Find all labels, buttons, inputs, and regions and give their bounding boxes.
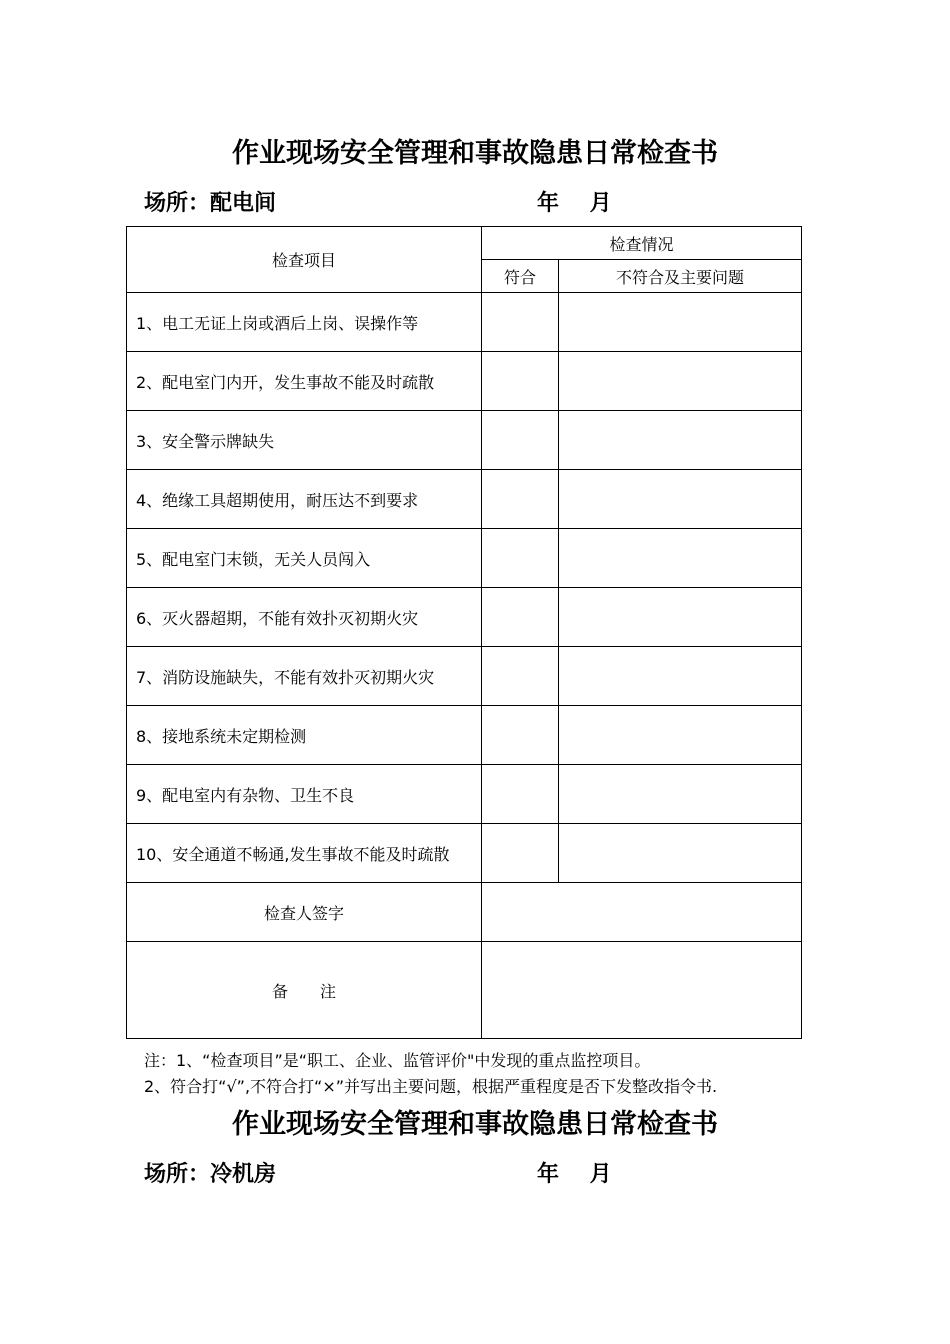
- compliant-cell[interactable]: [482, 588, 559, 647]
- issue-cell[interactable]: [559, 470, 802, 529]
- date-label: 年 月: [537, 191, 612, 216]
- header-compliant: 符合: [482, 260, 559, 293]
- date-label-2: 年 月: [537, 1162, 612, 1187]
- header-item: 检查项目: [127, 227, 482, 293]
- issue-cell[interactable]: [559, 293, 802, 352]
- check-item: 7、消防设施缺失，不能有效扑灭初期火灾: [127, 647, 482, 706]
- compliant-cell[interactable]: [482, 470, 559, 529]
- note-line-1: 注：1、“检查项目”是“职工、企业、监管评价"中发现的重点监控项目。: [144, 1051, 651, 1070]
- location-label: 场所：配电间: [144, 191, 277, 216]
- location-line: [144, 186, 612, 217]
- compliant-cell[interactable]: [482, 529, 559, 588]
- form-title: 作业现场安全管理和事故隐患日常检查书: [232, 138, 718, 169]
- compliant-cell[interactable]: [482, 411, 559, 470]
- location-label-2: 场所：冷机房: [144, 1162, 277, 1187]
- check-item: 6、灭火器超期，不能有效扑灭初期火灾: [127, 588, 482, 647]
- check-item: 4、绝缘工具超期使用，耐压达不到要求: [127, 470, 482, 529]
- compliant-cell[interactable]: [482, 824, 559, 883]
- check-item: 8、接地系统未定期检测: [127, 706, 482, 765]
- header-status-group: 检查情况: [482, 227, 802, 260]
- remarks-label: 备 注: [127, 942, 482, 1039]
- compliant-cell[interactable]: [482, 352, 559, 411]
- issue-cell[interactable]: [559, 529, 802, 588]
- compliant-cell[interactable]: [482, 647, 559, 706]
- issue-cell[interactable]: [559, 411, 802, 470]
- issue-cell[interactable]: [559, 647, 802, 706]
- issue-cell[interactable]: [559, 765, 802, 824]
- check-item: 10、安全通道不畅通,发生事故不能及时疏散: [127, 824, 482, 883]
- compliant-cell[interactable]: [482, 765, 559, 824]
- location-line-2: [144, 1157, 612, 1188]
- compliant-cell[interactable]: [482, 706, 559, 765]
- header-noncompliant: 不符合及主要问题: [559, 260, 802, 293]
- inspection-table: [126, 226, 802, 1039]
- check-item: 1、电工无证上岗或酒后上岗、误操作等: [127, 293, 482, 352]
- remarks-cell[interactable]: [482, 942, 802, 1039]
- issue-cell[interactable]: [559, 706, 802, 765]
- check-item: 9、配电室内有杂物、卫生不良: [127, 765, 482, 824]
- check-item: 2、配电室门内开，发生事故不能及时疏散: [127, 352, 482, 411]
- inspector-signature-label: 检查人签字: [127, 883, 482, 942]
- form-title-2: 作业现场安全管理和事故隐患日常检查书: [232, 1109, 718, 1140]
- check-item: 3、安全警示牌缺失: [127, 411, 482, 470]
- check-item: 5、配电室门末锁，无关人员闯入: [127, 529, 482, 588]
- compliant-cell[interactable]: [482, 293, 559, 352]
- inspector-signature-cell[interactable]: [482, 883, 802, 942]
- issue-cell[interactable]: [559, 588, 802, 647]
- issue-cell[interactable]: [559, 824, 802, 883]
- issue-cell[interactable]: [559, 352, 802, 411]
- note-line-2: 2、符合打“√”,不符合打“×”并写出主要问题，根据严重程度是否下发整改指令书.: [144, 1077, 718, 1096]
